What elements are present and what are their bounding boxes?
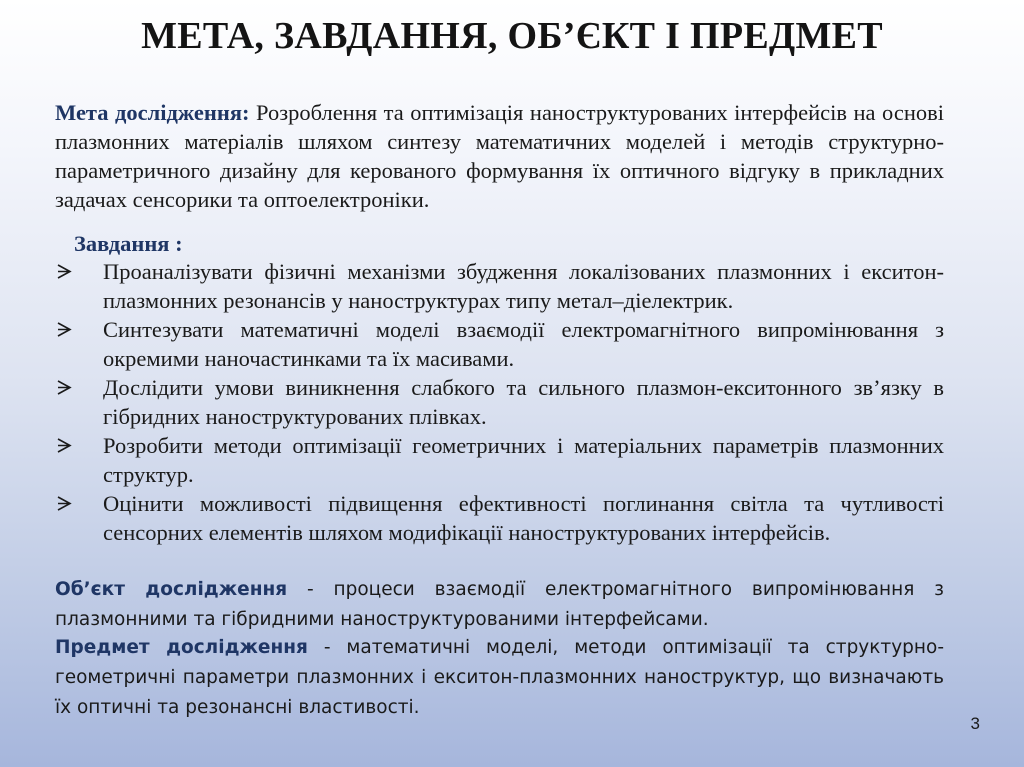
task-item — [55, 257, 944, 315]
tasks-list — [55, 257, 944, 547]
task-text: Дослідити умови виникнення слабкого та сильного плазмон-екситонного зв’язку в гібридних наноструктурованих плівках. — [103, 375, 944, 429]
arrow-bullet-icon — [55, 373, 75, 402]
task-item — [55, 489, 944, 547]
task-text: Синтезувати математичні моделі взаємодії електромагнітного випромінювання з окремими наночастинками та їх масивами. — [103, 317, 944, 371]
goal-text: Розроблення та оптимізація наноструктурованих інтерфейсів на основі плазмонних матеріалів шляхом синтезу математичних моделей і методів структурно-параметричного дизайну для керованого формування їх оптичного відгуку в прикладних задачах сенсорики та оптоелектроніки. — [55, 100, 944, 212]
task-text: Проаналізувати фізичні механізми збудження локалізованих плазмонних і екситон-плазмонних резонансів у наноструктурах типу метал–діелектрик. — [103, 259, 944, 313]
slide-title: МЕТА, ЗАВДАННЯ, ОБ’ЄКТ І ПРЕДМЕТ — [141, 15, 883, 57]
task-item — [55, 431, 944, 489]
goal-label: Мета дослідження: — [55, 100, 250, 125]
subject-text: - математичні моделі, методи оптимізації та структурно-геометричні параметри плазмонних і екситон-плазмонних наноструктур, що визначають їх оптичні та резонансні властивості. — [55, 637, 944, 718]
task-text: Оцінити можливості підвищення ефективності поглинання світла та чутливості сенсорних елементів шляхом модифікації наноструктурованих інтерфейсів. — [103, 491, 944, 545]
page-number: 3 — [970, 714, 980, 733]
task-text: Розробити методи оптимізації геометричних і матеріальних параметрів плазмонних структур. — [103, 433, 944, 487]
arrow-bullet-icon — [55, 257, 75, 286]
object-text: - процеси взаємодії електромагнітного випромінювання з плазмонними та гібридними наноструктурованими інтерфейсами. — [55, 579, 944, 630]
subject-label: Предмет дослідження — [55, 637, 308, 658]
arrow-bullet-icon — [55, 315, 75, 344]
tasks-heading: Завдання : — [74, 231, 183, 256]
subject-paragraph — [55, 633, 944, 723]
arrow-bullet-icon — [55, 431, 75, 460]
object-label: Об’єкт дослідження — [55, 579, 288, 600]
task-item — [55, 373, 944, 431]
arrow-bullet-icon — [55, 489, 75, 518]
task-item — [55, 315, 944, 373]
goal-paragraph — [55, 98, 944, 214]
object-paragraph — [55, 575, 944, 635]
